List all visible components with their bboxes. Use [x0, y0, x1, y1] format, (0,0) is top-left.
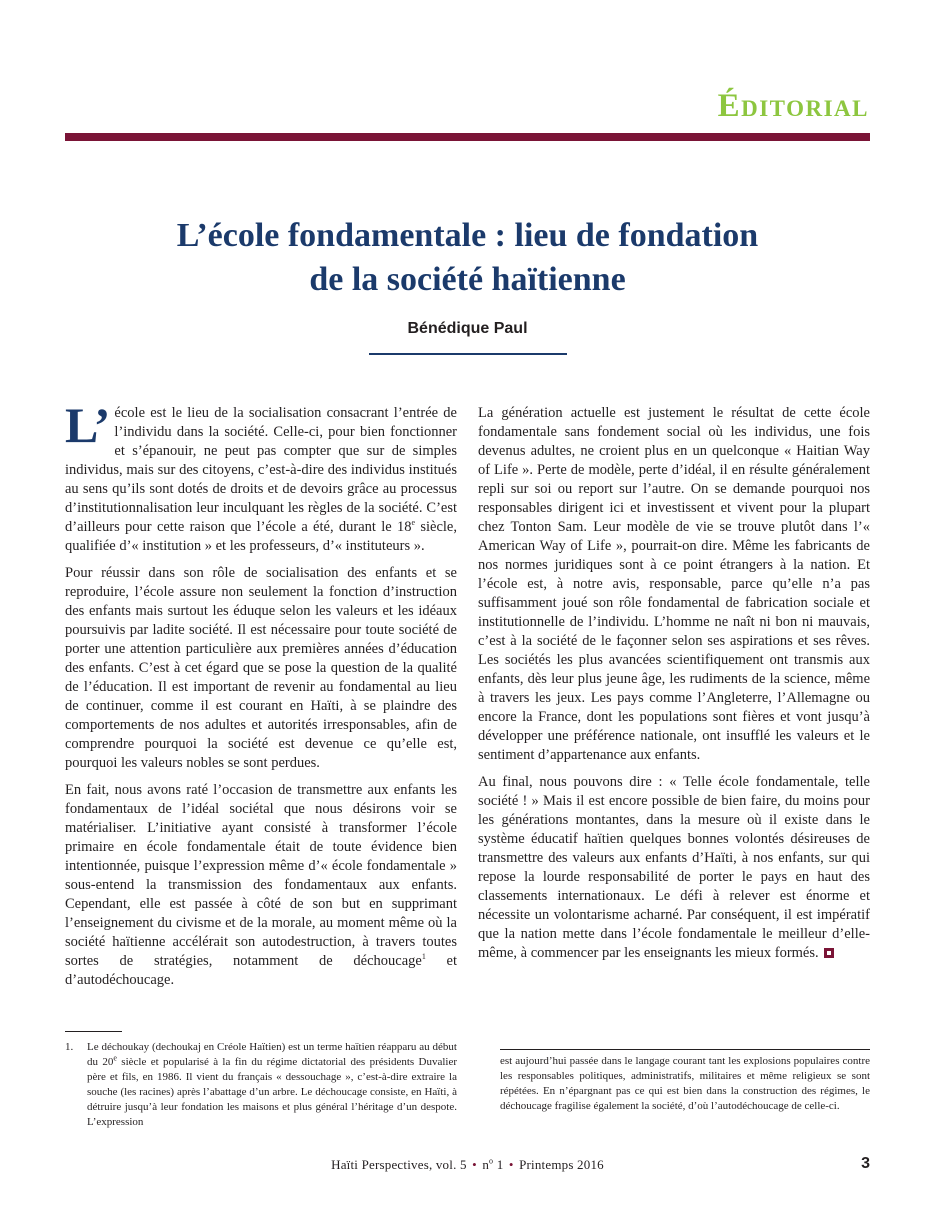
- header-rule: [65, 133, 870, 141]
- paragraph: Pour réussir dans son rôle de socialisation des enfants et se reproduire, l’école assure non seulement la fonction d’instruction des enfants mais surtout les éduque selon les valeurs et les idéaux poursuivis par ladite société. Il est nécessaire pour toute société de porter une attention particulière aux premières années d’éducation des enfants. C’est à cet égard que se pose la question de la qualité de l’éducation. Il est important de revenir au fondamental au lieu de continuer, comme il est courant en Haïti, à se plaindre des comportements de nos adultes et autorités irresponsables, afin de comprendre pourquoi la société est devenue ce qu’elle est, pourquoi les valeurs nobles se sont perdues.: [65, 565, 457, 771]
- footnote-text: [87, 1040, 457, 1130]
- paragraph-text: siècle, qualifiée d’« institution » et les professeurs, d’« instituteurs ».: [65, 519, 457, 554]
- section-label: Éditorial: [717, 88, 869, 124]
- journal-name: Haïti Perspectives: [331, 1157, 429, 1172]
- superscript: e: [113, 1053, 117, 1063]
- title-line-1: L’école fondamentale : lieu de fondation: [176, 217, 759, 254]
- end-of-article-icon: [824, 948, 834, 958]
- paragraph-text: Au final, nous pouvons dire : « Telle école fondamentale, telle société ! » Mais il est encore possible de bien faire, du moins pour les générations montantes, dans la mesure où il existe dans le système éducatif haïtien quelques bonnes volontés désireuses de transmettre des valeurs aux enfants d’Haïti, à nos enfants, sur qui repose la lourde responsabilité de porter le pays en haut des classements internationaux. Le défi à relever est énorme et nécessite un volontarisme acharné. Par conséquent, il est impératif que la nation mette dans l’école fondamentale le meilleur d’elle-même, à commencer par les enseignants les mieux formés.: [478, 774, 870, 961]
- paragraph-text: école est le lieu de la socialisation consacrant l’entrée de l’individu dans la société. Celle-ci, pour bien fonctionner et s’épanouir, ne peut pas compter que sur de simples individus, mais sur des citoyens, c’est-à-dire des individus institués au sens qu’ils sont dotés de droits et de devoirs grâce au processus d’institutionnalisation leur inculquant les règles de la société. C’est d’ailleurs pour cette raison que l’école a été, durant le 18: [65, 405, 457, 535]
- drop-cap: L’: [65, 397, 111, 453]
- footnote-ref[interactable]: 1: [421, 952, 426, 962]
- journal-issue: [482, 1157, 503, 1172]
- author-rule: [369, 353, 567, 355]
- page-number: 3: [861, 1155, 870, 1172]
- left-column: [65, 397, 458, 998]
- article-title: [0, 214, 935, 302]
- footnote-number: 1.: [65, 1041, 74, 1053]
- author-name: Bénédique Paul: [407, 320, 528, 337]
- journal-volume: , vol. 5: [428, 1157, 467, 1172]
- footnote-text-part: Le déchoukay (dechoukaj en Créole Haïtien) est un terme haïtien réapparu au début du 20: [87, 1041, 457, 1068]
- bullet-separator: •: [472, 1157, 477, 1172]
- right-column: [478, 404, 870, 971]
- issue-superscript: o: [489, 1156, 494, 1166]
- footnote: [65, 1040, 457, 1130]
- bullet-separator: •: [508, 1157, 514, 1172]
- title-line-2: de la société haïtienne: [309, 261, 626, 298]
- issue-number: 1: [493, 1157, 504, 1172]
- paragraph: [65, 397, 457, 556]
- paragraph: La génération actuelle est justement le résultat de cette école fondamentale sans fondement social où les individus, une fois devenus adultes, ne croient plus en un quelconque « Haitian Way of Life ». Perte de modèle, perte d’idéal, il en résulte généralement repli sur soi ou report sur l’autre. On se demande pourquoi nos responsables dirigent ici et investissent et vivent pour la plupart chez Tonton Sam. Leur modèle de vie se trouve plutôt dans l’« American Way of Life », pourrait-on dire. Même les fabricants de nos normes juridiques sont à ce point étrangers à la nation. Et l’école est, à notre avis, responsable, parce qu’elle n’a pas suffisamment joué son rôle fondamental de fabrication sociale et institutionnelle de l’individu. L’homme ne naît ni bon ni mauvais, c’est à la société de le façonner selon ses aspirations et ses rêves. Les sociétés les plus avancées scientifiquement ont transmis aux enfants, dès leur plus jeune âge, les rudiments de la science, même à travers les jeux. Les pays comme l’Angleterre, l’Allemagne ou encore la France, dont les populations sont fières et vont jusqu’à développer une préférence nationale, ont insufflé les valeurs et le sentiment d’appartenance aux enfants.: [478, 405, 870, 763]
- footnote-continuation-rule: [500, 1049, 870, 1050]
- paragraph-text: et d’autodéchoucage.: [65, 953, 458, 988]
- paragraph: [478, 773, 870, 963]
- issue-prefix: n: [482, 1157, 490, 1172]
- paragraph: [65, 781, 457, 990]
- footnote-rule: [65, 1031, 122, 1032]
- superscript: e: [411, 518, 416, 528]
- footnote-continuation: est aujourd’hui passée dans le langage courant tant les explosions populaires contre les responsables politiques, administratifs, militaires et même religieux se sont répétées. En n’épargnant pas ce qui est bien dans la construction des régimes, le déchoucage fragilise également la société, d’où l’autodéchoucage de celle-ci.: [500, 1055, 870, 1112]
- page-footer: [0, 1157, 935, 1173]
- journal-season: Printemps 2016: [519, 1157, 604, 1172]
- footnote-text-part: siècle et popularisé à la fin du régime dictatorial des présidents Duvalier père et fils, en 1986. Il vient du français « dessouchage », c’est-à-dire extraire la souche (les racines) après l’abattage d’un arbre. Le déchoucage consiste, en Haïti, à détruire jusqu’à leur fondation les maisons et plus général l’héritage d’un despote. L’expression: [87, 1056, 458, 1128]
- paragraph-text: En fait, nous avons raté l’occasion de transmettre aux enfants les fondamentaux de l’idéal sociétal que nous désirons voir se matérialiser. L’initiative ayant consisté à transformer l’école primaire en école fondamentale était de toute évidence bien intentionnée, puisque l’expression même d’« école fondamentale » sous-entend la transmission des fondamentaux aux enfants. Cependant, elle est passée à côté de son but en supprimant l’enseignement du civisme et de la morale, au moment même où la société haïtienne accélérait son autodestruction, à travers toutes sortes de stratégies, notamment de déchoucage: [65, 782, 457, 969]
